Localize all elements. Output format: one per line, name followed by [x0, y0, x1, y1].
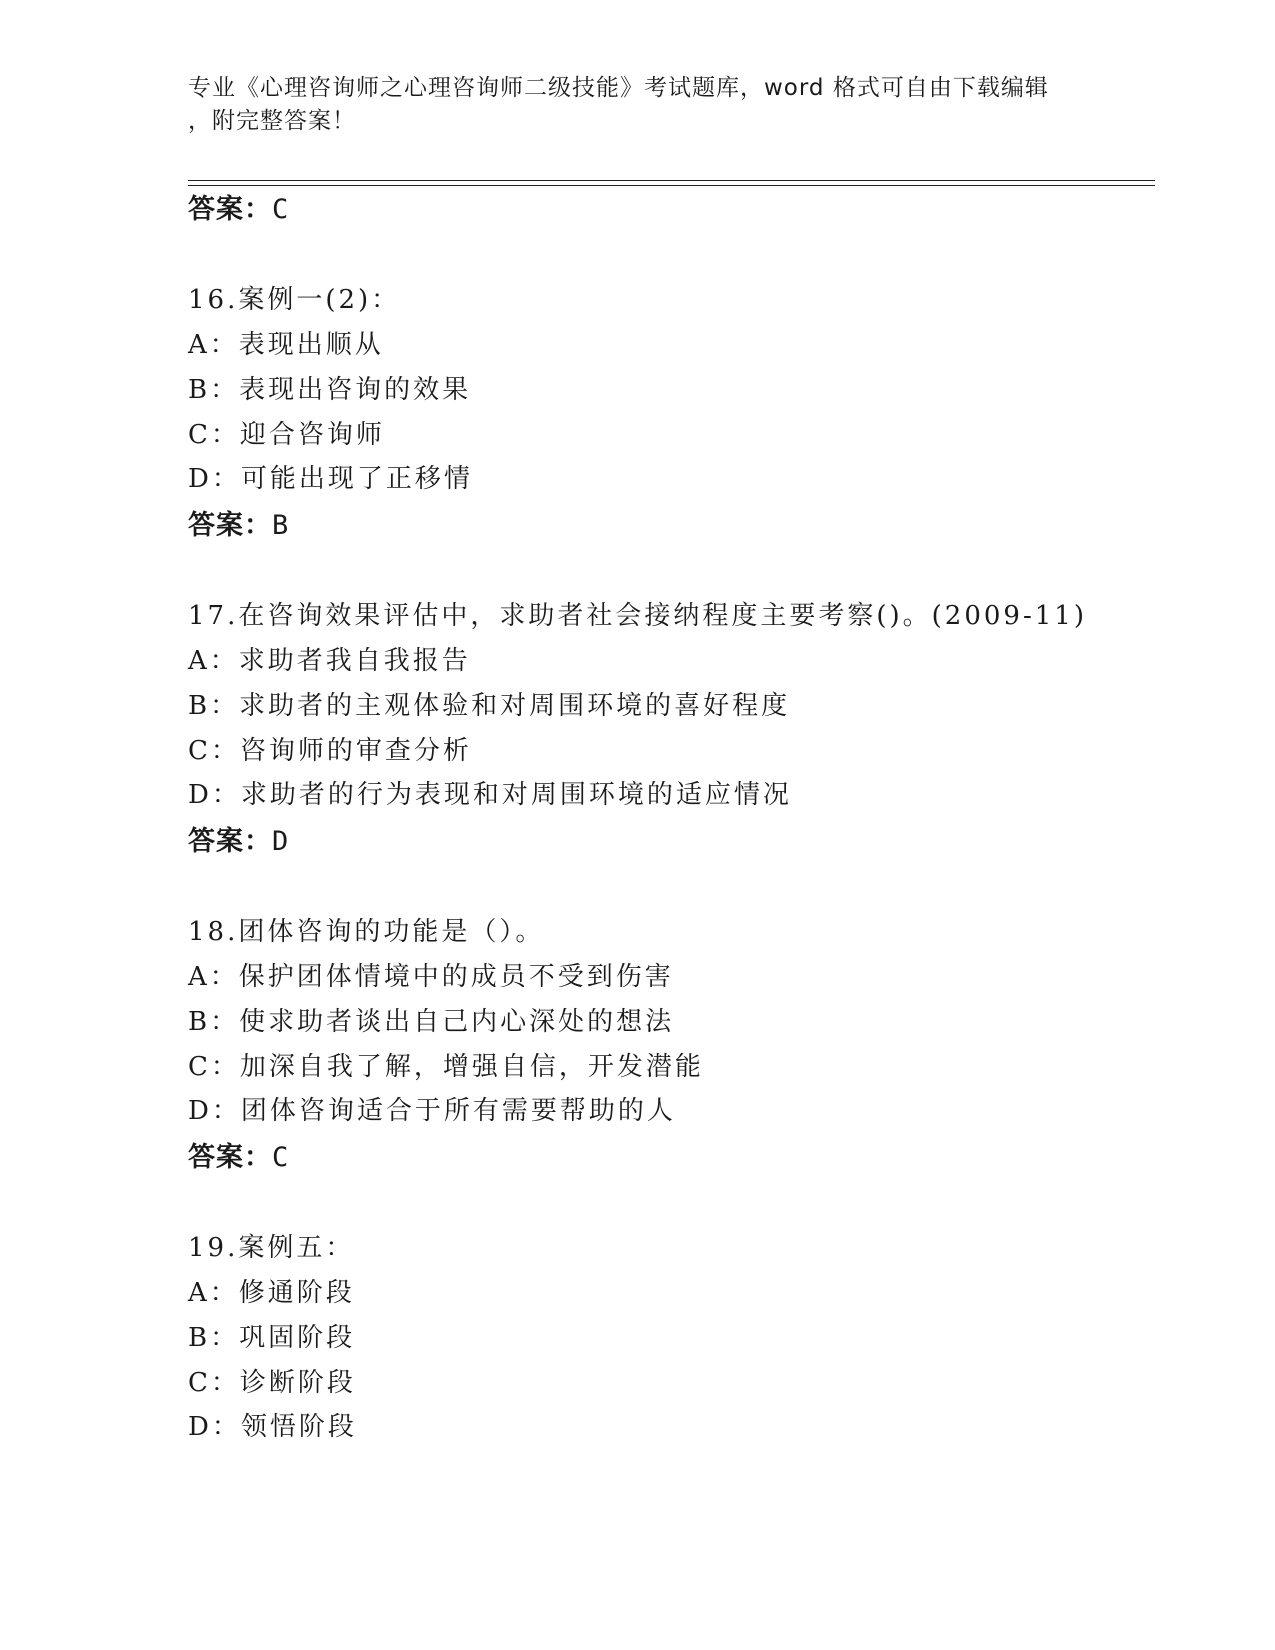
header-line-2: ，附完整答案！	[188, 108, 356, 134]
answer-value-16: B	[272, 510, 290, 541]
option-17-a: A：求助者我自我报告	[188, 646, 471, 676]
option-17-b: B：求助者的主观体验和对周围环境的喜好程度	[188, 691, 791, 721]
answer-label: 答案：	[188, 1142, 272, 1173]
answer-line-18	[188, 1142, 289, 1174]
question-stem-18: 18.团体咨询的功能是（）。	[188, 917, 545, 947]
answer-value-18: C	[272, 1142, 290, 1173]
answer-label: 答案：	[188, 826, 272, 857]
option-16-c: C：迎合咨询师	[188, 420, 385, 450]
option-19-a: A：修通阶段	[188, 1278, 355, 1308]
option-19-d: D：领悟阶段	[188, 1412, 357, 1442]
answer-line	[188, 194, 289, 226]
question-stem-17: 17.在咨询效果评估中，求助者社会接纳程度主要考察()。(2009-11)	[188, 601, 1087, 631]
question-stem-16: 16.案例一(2)：	[188, 285, 401, 315]
answer-line-16	[188, 510, 289, 542]
answer-line-17	[188, 826, 289, 858]
document-header	[188, 72, 1088, 138]
question-stem-19: 19.案例五：	[188, 1233, 355, 1263]
answer-label: 答案：	[188, 510, 272, 541]
option-18-c: C：加深自我了解，增强自信，开发潜能	[188, 1052, 704, 1082]
option-16-a: A：表现出顺从	[188, 330, 384, 360]
option-18-a: A：保护团体情境中的成员不受到伤害	[188, 962, 674, 992]
header-divider-top	[188, 180, 1155, 181]
answer-value: C	[272, 194, 290, 225]
option-16-d: D：可能出现了正移情	[188, 464, 473, 494]
answer-label: 答案：	[188, 194, 272, 225]
answer-value-17: D	[272, 826, 290, 857]
option-16-b: B：表现出咨询的效果	[188, 375, 472, 405]
option-18-d: D：团体咨询适合于所有需要帮助的人	[188, 1096, 676, 1126]
header-line-1: 专业《心理咨询师之心理咨询师二级技能》考试题库，word 格式可自由下载编辑	[188, 75, 1049, 101]
option-17-d: D：求助者的行为表现和对周围环境的适应情况	[188, 780, 792, 810]
option-19-b: B：巩固阶段	[188, 1323, 356, 1353]
option-17-c: C：咨询师的审查分析	[188, 736, 472, 766]
option-18-b: B：使求助者谈出自己内心深处的想法	[188, 1007, 675, 1037]
option-19-c: C：诊断阶段	[188, 1368, 356, 1398]
header-divider-bottom	[188, 185, 1155, 186]
